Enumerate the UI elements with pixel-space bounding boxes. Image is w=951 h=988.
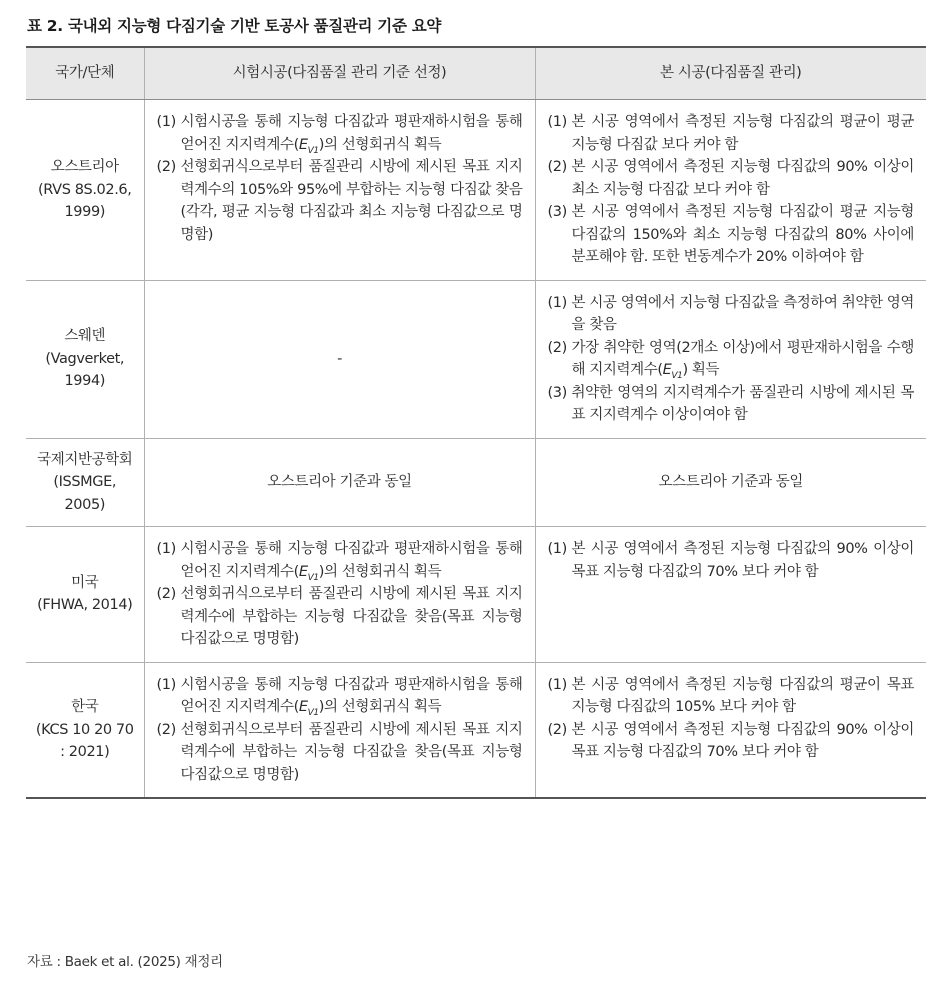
country-name: 스웨덴 [64, 328, 106, 345]
item-text: 시험시공을 통해 지능형 다짐값과 평판재하시험을 통해 얻어진 지지력계수( [180, 114, 523, 153]
item-number: (1) [547, 294, 567, 311]
item-number: (1) [156, 541, 176, 557]
main-cell [535, 527, 926, 663]
country-standard: (FHWA, 2014) [37, 597, 133, 614]
item-number: (2) [547, 339, 567, 356]
item-text: 취약한 영역의 지지력계수가 품질관리 시방에 제시된 목표 지지력계수 이상이여야 함 [571, 384, 914, 423]
country-cell [26, 100, 144, 281]
main-cell: 오스트리아 기준과 동일 [535, 438, 926, 527]
item-text: 선형회귀식으로부터 품질관리 시방에 제시된 목표 지지력계수의 105%와 95%에 부합하는 지능형 다짐값 찾음(각각, 평균 지능형 다짐값과 최소 지능형 다짐값으로 명명함) [180, 159, 523, 243]
item-number: (1) [156, 676, 176, 693]
trial-cell: 오스트리아 기준과 동일 [144, 438, 535, 527]
item-text: )의 선형회귀식 획득 [318, 699, 442, 715]
header-main-construction: 본 시공(다짐품질 관리) [535, 47, 926, 100]
table-row [26, 438, 926, 527]
country-cell [26, 280, 144, 438]
item-number: (2) [156, 586, 176, 602]
item-number: (3) [547, 384, 567, 401]
country-year: : 2021) [60, 744, 110, 760]
item-text: )의 선형회귀식 획득 [318, 563, 442, 580]
ev1-symbol: $E_{V1}$ [298, 699, 319, 718]
item-text: 본 시공 영역에서 측정된 지능형 다짐값의 90% 이상이 목표 지능형 다짐값의 70% 보다 커야 함 [571, 541, 914, 580]
item-text: 시험시공을 통해 지능형 다짐값과 평판재하시험을 통해 얻어진 지지력계수( [180, 676, 523, 715]
item-number: (1) [547, 676, 567, 693]
country-year: 1994) [64, 373, 106, 390]
item-text: 가장 취약한 영역(2개소 이상)에서 평판재하시험을 수행해 지지력계수( [571, 339, 914, 378]
table-row [26, 662, 926, 798]
table-row [26, 100, 926, 281]
table-row [26, 527, 926, 663]
table-header-row [26, 47, 926, 100]
item-number: (1) [547, 541, 567, 557]
ev1-symbol: $E_{V1}$ [298, 563, 319, 583]
item-number: (2) [156, 721, 176, 738]
country-standard: (ISSMGE, [53, 474, 117, 490]
country-cell [26, 662, 144, 798]
item-text: 본 시공 영역에서 측정된 지능형 다짐값의 평균이 목표 지능형 다짐값의 105% 보다 커야 함 [571, 676, 914, 715]
header-country: 국가/단체 [26, 47, 144, 100]
country-year: 2005) [64, 496, 106, 513]
item-text: 선형회귀식으로부터 품질관리 시방에 제시된 목표 지지력계수에 부합하는 지능형 다짐값을 찾음(목표 지능형 다짐값으로 명명함) [180, 721, 523, 783]
item-text: 본 시공 영역에서 측정된 지능형 다짐값의 90% 이상이 최소 지능형 다짐값 보다 커야 함 [571, 159, 914, 198]
list-item [548, 201, 915, 269]
trial-cell [144, 100, 535, 281]
table-row [26, 280, 926, 438]
list-item [157, 583, 523, 651]
list-item [548, 156, 915, 201]
item-text: )의 선형회귀식 획득 [318, 136, 442, 153]
item-text: 선형회귀식으로부터 품질관리 시방에 제시된 목표 지지력계수에 부합하는 지능형 다짐값을 찾음(목표 지능형 다짐값으로 명명함) [180, 586, 523, 647]
header-trial-construction: 시험시공(다짐품질 관리 기준 선정) [144, 47, 535, 100]
list-item [157, 156, 523, 246]
item-text: 본 시공 영역에서 측정된 지능형 다짐값이 평균 지능형 다짐값의 150%와 최소 지능형 다짐값의 80% 사이에 분포해야 함. 또한 변동계수가 20% 이하여야 함 [571, 204, 914, 265]
list-item [157, 719, 523, 787]
item-number: (2) [547, 721, 567, 738]
table-caption: 표 2. 국내외 지능형 다짐기술 기반 토공사 품질관리 기준 요약 [27, 17, 442, 35]
item-number: (3) [547, 204, 567, 220]
item-number: (2) [156, 159, 176, 175]
country-standard: (RVS 8S.02.6, [38, 181, 132, 198]
list-item [157, 538, 523, 583]
country-standard: (KCS 10 20 70 [35, 721, 134, 738]
country-name: 미국 [71, 574, 99, 591]
country-cell [26, 438, 144, 527]
item-text: 본 시공 영역에서 측정된 지능형 다짐값의 평균이 평균 지능형 다짐값 보다 커야 함 [571, 114, 914, 153]
list-item [548, 719, 915, 764]
country-cell [26, 527, 144, 663]
list-item [548, 382, 915, 427]
list-item [548, 674, 915, 719]
main-cell [535, 280, 926, 438]
item-text: 본 시공 영역에서 지능형 다짐값을 측정하여 취약한 영역을 찾음 [571, 294, 914, 333]
item-text: 시험시공을 통해 지능형 다짐값과 평판재하시험을 통해 얻어진 지지력계수( [180, 541, 523, 580]
main-cell [535, 100, 926, 281]
list-item [548, 292, 915, 337]
item-text: 본 시공 영역에서 측정된 지능형 다짐값의 90% 이상이 목표 지능형 다짐값의 70% 보다 커야 함 [571, 721, 914, 760]
item-number: (1) [547, 114, 567, 130]
source-note: 자료 : Baek et al. (2025) 재정리 [27, 954, 223, 970]
trial-cell [144, 527, 535, 663]
ev1-symbol: $E_{V1}$ [298, 136, 319, 156]
main-cell [535, 662, 926, 798]
list-item [548, 337, 915, 382]
list-item [157, 674, 523, 719]
list-item [548, 111, 915, 156]
item-number: (1) [156, 114, 176, 130]
trial-cell: - [144, 280, 535, 438]
country-name: 한국 [71, 699, 99, 715]
quality-standards-table [26, 46, 926, 799]
country-name: 국제지반공학회 [37, 451, 133, 468]
ev1-symbol: $E_{V1}$ [662, 362, 683, 381]
country-name: 오스트리아 [50, 159, 119, 175]
trial-cell [144, 662, 535, 798]
list-item [548, 538, 915, 583]
item-text: ) 획득 [682, 362, 720, 378]
list-item [157, 111, 523, 156]
country-standard: (Vagverket, [45, 350, 125, 367]
country-year: 1999) [64, 204, 106, 220]
item-number: (2) [547, 159, 567, 175]
